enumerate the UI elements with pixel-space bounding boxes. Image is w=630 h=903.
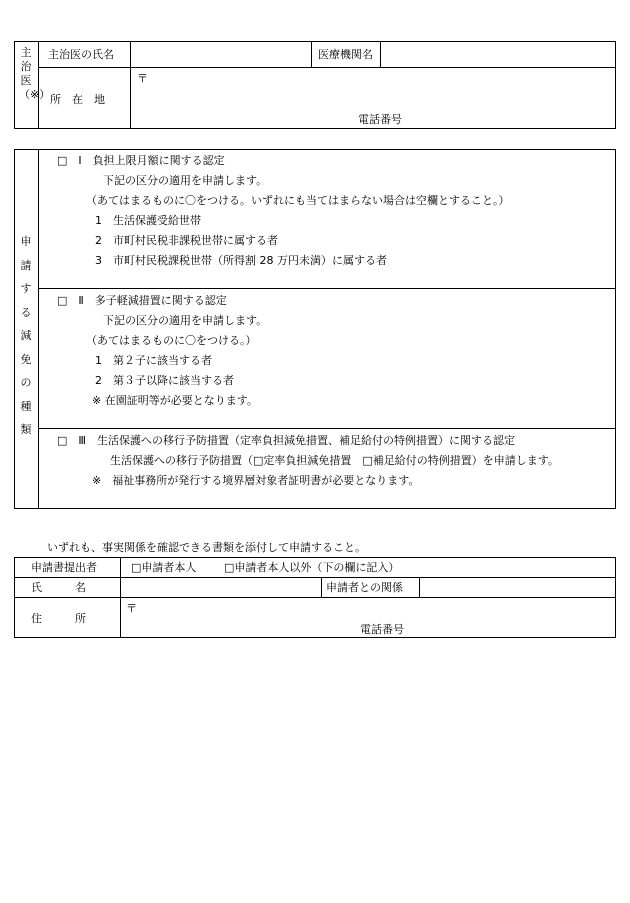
relation-label: 申請者との関係 xyxy=(326,581,403,594)
submitter-address-field[interactable] xyxy=(140,600,610,622)
institution-field[interactable] xyxy=(383,43,613,65)
postal-mark: 〒 xyxy=(137,72,148,85)
section2-line1: 下記の区分の適用を申請します。 xyxy=(103,314,268,327)
section2-item2[interactable]: 2 第３子以降に該当する者 xyxy=(95,374,234,387)
submitter-phone-label: 電話番号 xyxy=(360,623,404,636)
doctor-phone-label: 電話番号 xyxy=(358,113,402,126)
section1-item3[interactable]: 3 市町村民税課税世帯（所得割 28 万円未満）に属する者 xyxy=(95,254,387,267)
attachment-note: いずれも、事実関係を確認できる書類を添付して申請すること。 xyxy=(47,541,366,554)
option-other-checkbox[interactable]: □申請者本人以外（下の欄に記入） xyxy=(224,561,400,574)
section3-title[interactable]: □ Ⅲ 生活保護への移行予防措置（定率負担減免措置、補足給付の特例措置）に関する認定 xyxy=(57,434,515,447)
doctor-table-divider xyxy=(38,67,616,68)
submitter-table-divider xyxy=(120,557,121,638)
reduction-side-label: 申請する減免の種類 xyxy=(20,235,32,436)
reduction-table-divider xyxy=(38,149,39,509)
submitter-table-divider xyxy=(14,577,616,578)
submitter-table-divider xyxy=(321,577,322,597)
submitter-table-divider xyxy=(419,577,420,597)
submitter-address-label: 住 所 xyxy=(31,612,86,625)
section2-item1[interactable]: 1 第２子に該当する者 xyxy=(95,354,212,367)
submitter-name-field[interactable] xyxy=(123,579,318,595)
doctor-table-divider xyxy=(380,41,381,67)
institution-label: 医療機関名 xyxy=(318,48,373,61)
option-self-checkbox[interactable]: □申請者本人 xyxy=(131,561,197,574)
section1-line1: 下記の区分の適用を申請します。 xyxy=(103,174,268,187)
section1-title[interactable]: □ Ⅰ 負担上限月額に関する認定 xyxy=(57,154,225,167)
submitter-table-divider xyxy=(14,597,616,598)
doctor-table-divider xyxy=(38,41,39,129)
section1-item2[interactable]: 2 市町村民税非課税世帯に属する者 xyxy=(95,234,278,247)
submitter-label: 申請書提出者 xyxy=(31,561,97,574)
section1-line2: （あてはまるものに〇をつける。いずれにも当てはまらない場合は空欄とすること。） xyxy=(86,194,510,207)
doctor-table-divider xyxy=(130,41,131,129)
section2-title[interactable]: □ Ⅱ 多子軽減措置に関する認定 xyxy=(57,294,227,307)
doctor-name-label: 主治医の氏名 xyxy=(48,48,114,61)
section3-line1[interactable]: 生活保護への移行予防措置（□定率負担減免措置 □補足給付の特例措置）を申請します。 xyxy=(110,454,559,467)
section2-note: ※ 在園証明等が必要となります。 xyxy=(92,394,258,407)
submitter-name-label: 氏 名 xyxy=(31,581,86,594)
doctor-address-label: 所 在 地 xyxy=(50,93,105,106)
section3-note: ※ 福祉事務所が発行する境界層対象者証明書が必要となります。 xyxy=(92,474,420,487)
doctor-table-divider xyxy=(311,41,312,67)
relation-field[interactable] xyxy=(422,579,612,595)
doctor-side-label: 主治医（※） xyxy=(19,46,51,101)
reduction-table-divider xyxy=(38,428,616,429)
reduction-table-divider xyxy=(38,288,616,289)
submitter-postal-mark: 〒 xyxy=(126,602,137,615)
doctor-name-field[interactable] xyxy=(132,43,308,65)
doctor-address-field[interactable] xyxy=(152,70,612,110)
section1-item1[interactable]: 1 生活保護受給世帯 xyxy=(95,214,201,227)
section2-line2: （あてはまるものに〇をつける。） xyxy=(86,334,257,347)
